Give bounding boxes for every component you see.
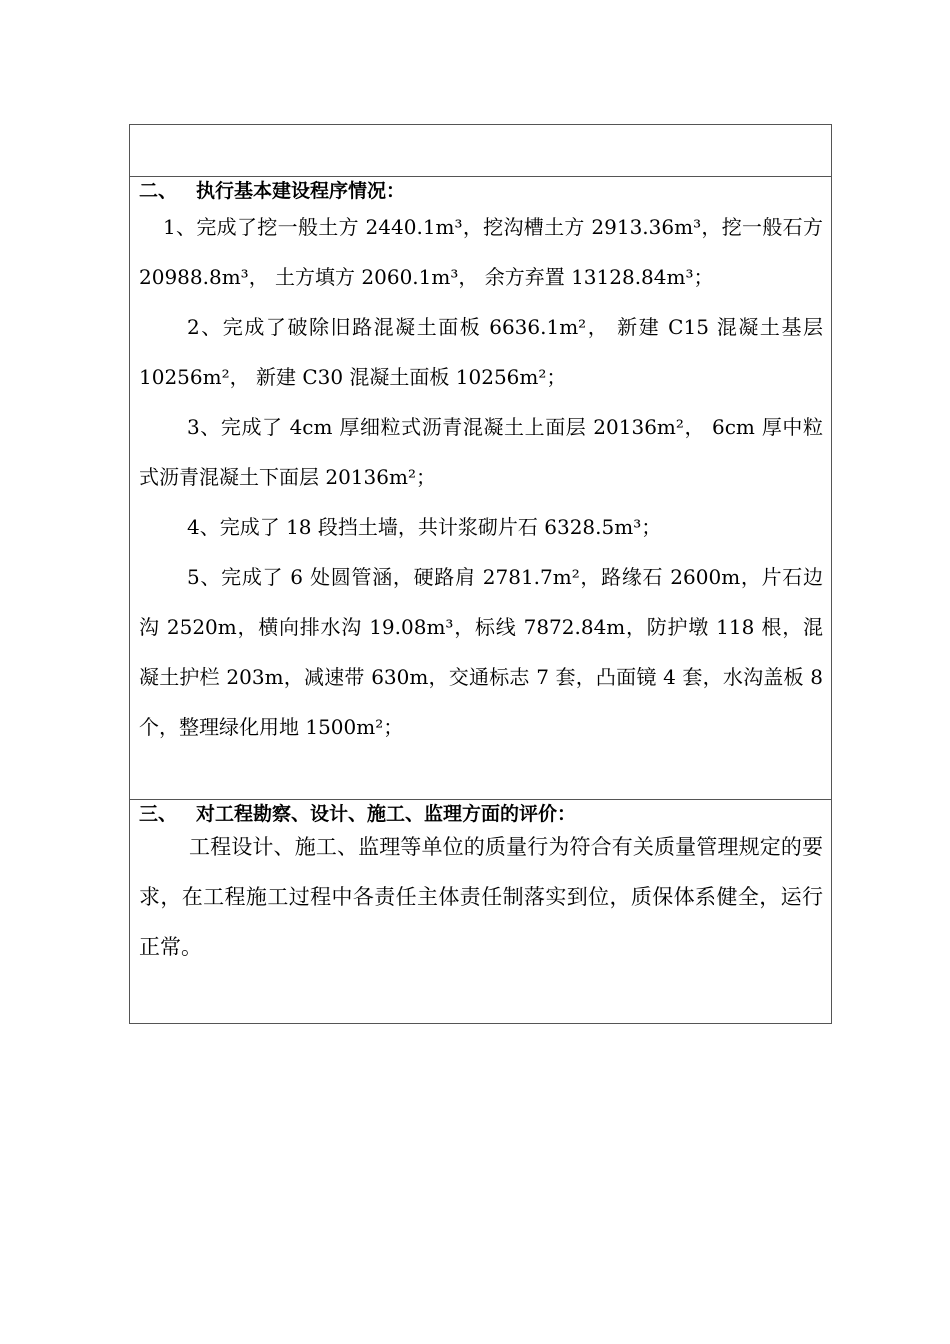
table-top-row <box>130 125 831 176</box>
section-title: 执行基本建设程序情况： <box>196 180 406 202</box>
section-construction-procedure <box>130 176 831 799</box>
section-evaluation <box>130 799 831 1023</box>
work-item-2: 2、完成了破除旧路混凝土面板 6636.1m²， 新建 C15 混凝土基层 10256m²， 新建 C30 混凝土面板 10256m²； <box>139 315 823 389</box>
section-title: 对工程勘察、设计、施工、监理方面的评价： <box>196 803 577 825</box>
report-table <box>129 124 832 1024</box>
work-item-4: 4、完成了 18 段挡土墙，共计浆砌片石 6328.5m³； <box>187 515 662 539</box>
evaluation-text: 工程设计、施工、监理等单位的质量行为符合有关质量管理规定的要求，在工程施工过程中各责任主体责任制落实到位，质保体系健全，运行正常。 <box>139 835 823 959</box>
work-item-3: 3、完成了 4cm 厚细粒式沥青混凝土上面层 20136m²， 6cm 厚中粒式沥青混凝土下面层 20136m²； <box>139 415 823 489</box>
section-heading <box>139 179 823 204</box>
section-number: 三、 <box>139 803 178 825</box>
work-item-1: 1、完成了挖一般土方 2440.1m³，挖沟槽土方 2913.36m³，挖一般石方 20988.8m³， 土方填方 2060.1m³， 余方弃置 13128.84m³； <box>139 215 823 289</box>
section-number: 二、 <box>139 180 178 202</box>
work-item-5: 5、完成了 6 处圆管涵，硬路肩 2781.7m²，路缘石 2600m，片石边沟 2520m，横向排水沟 19.08m³，标线 7872.84m，防护墩 118 根，混凝土护栏 203m，减速带 630m，交通标志 7 套，凸面镜 4 套，水沟盖板 8 个，整理绿化用地 1500m²； <box>139 565 823 739</box>
